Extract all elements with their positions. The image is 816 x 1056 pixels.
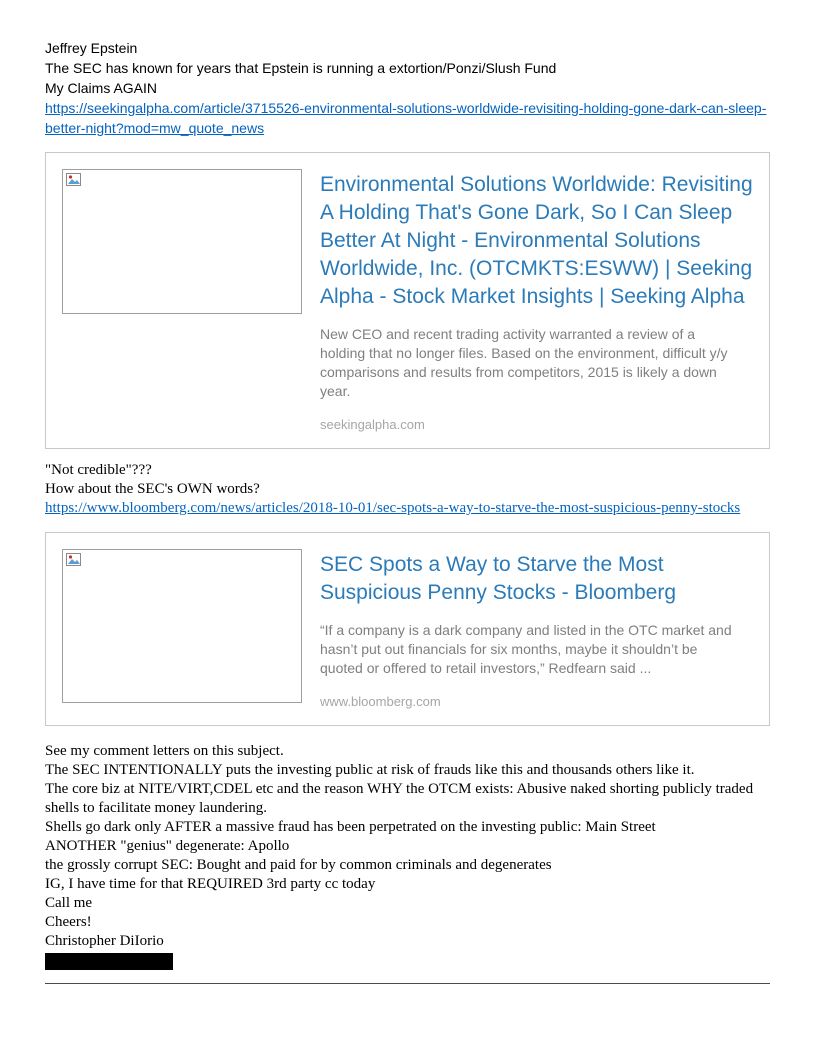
card-description: New CEO and recent trading activity warranted a review of a holding that no longer files. Based on the environment, difficult y/y comparisons and results from competitors, 2015 is likely a down year. (320, 326, 728, 399)
body-line: ANOTHER "genius" degenerate: Apollo (45, 838, 290, 854)
link-preview-card-seekingalpha[interactable] (45, 152, 770, 449)
thumbnail-placeholder (62, 169, 302, 314)
card-content (320, 549, 753, 709)
middle-line: "Not credible"??? (45, 462, 152, 478)
broken-image-icon (66, 553, 81, 566)
body-line: The core biz at NITE/VIRT,CDEL etc and the reason WHY the OTCM exists: Abusive naked shorting publicly traded shells to facilitate money laundering. (45, 781, 754, 816)
body-line: the grossly corrupt SEC: Bought and paid for by common criminals and degenerates (45, 857, 552, 873)
card-source: www.bloomberg.com (320, 694, 441, 709)
body-line: See my comment letters on this subject. (45, 743, 284, 759)
header-line: My Claims AGAIN (45, 80, 158, 96)
signature-line: Christopher DiIorio (45, 933, 164, 949)
thumbnail-placeholder (62, 549, 302, 703)
header-text-block (45, 38, 770, 138)
header-line: The SEC has known for years that Epstein is running a extortion/Ponzi/Slush Fund (45, 60, 557, 76)
body-line: Cheers! (45, 914, 92, 930)
redacted-text (45, 953, 173, 970)
body-line: Shells go dark only AFTER a massive fraud has been perpetrated on the investing public: Main Street (45, 819, 656, 835)
card-description: “If a company is a dark company and listed in the OTC market and hasn’t put out financials for six months, maybe it shouldn’t be quoted or offered to retail investors,” Redfearn said ... (320, 622, 732, 676)
card-content (320, 169, 753, 432)
body-line: Call me (45, 895, 93, 911)
bloomberg-article-link[interactable]: https://www.bloomberg.com/news/articles/2018-10-01/sec-spots-a-way-to-starve-the-most-suspicious-penny-stocks (45, 500, 741, 516)
card-title: Environmental Solutions Worldwide: Revisiting A Holding That's Gone Dark, So I Can Sleep Better At Night - Environmental Solutions Worldwide, Inc. (OTCMKTS:ESWW) | Seeking Alpha - Stock Market Insights | Seeking Alpha (320, 173, 753, 308)
body-line: IG, I have time for that REQUIRED 3rd party cc today (45, 876, 376, 892)
seekingalpha-article-link[interactable]: https://seekingalpha.com/article/3715526-environmental-solutions-worldwide-revisiting-holding-gone-dark-can-sleep-better-night?mod=mw_quote_news (45, 100, 767, 136)
card-title: SEC Spots a Way to Starve the Most Suspicious Penny Stocks - Bloomberg (320, 553, 677, 604)
middle-line: How about the SEC's OWN words? (45, 481, 260, 497)
header-line: Jeffrey Epstein (45, 40, 138, 56)
body-line: The SEC INTENTIONALLY puts the investing public at risk of frauds like this and thousands others like it. (45, 762, 695, 778)
body-text-block (45, 742, 770, 951)
broken-image-icon (66, 173, 81, 186)
middle-text-block (45, 461, 770, 518)
footer-divider (45, 983, 770, 984)
link-preview-card-bloomberg[interactable] (45, 532, 770, 726)
card-source: seekingalpha.com (320, 417, 425, 432)
